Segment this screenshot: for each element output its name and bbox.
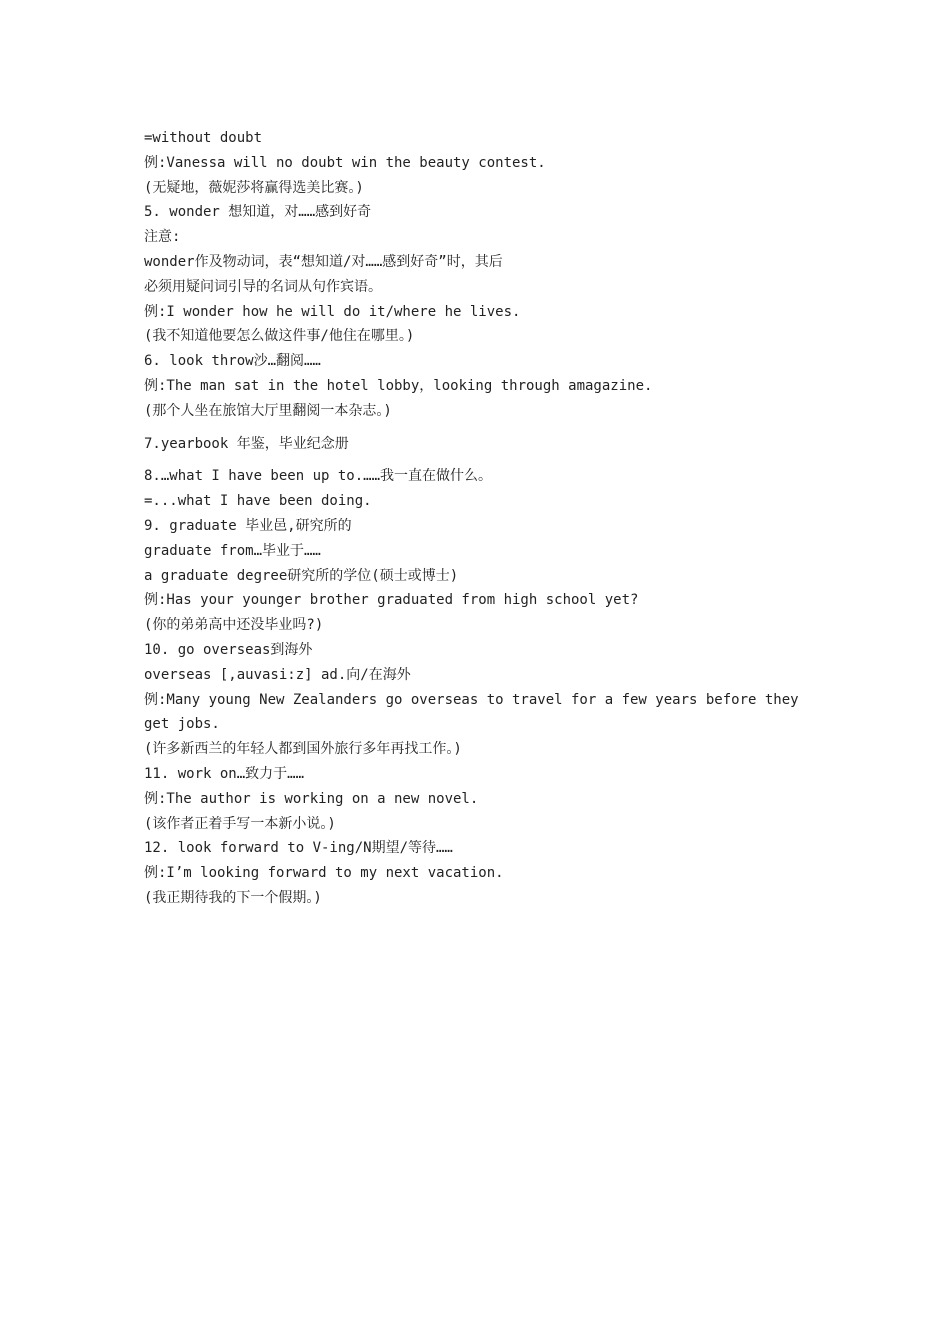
- heading-item-11: 11. work on…致力于……: [144, 765, 305, 782]
- text-line: overseas [,auvasi:z] ad.向/在海外: [144, 666, 411, 683]
- text-line: wonder作及物动词，表“想知道/对……感到好奇”时，其后: [144, 253, 503, 270]
- translation-line: (我正期待我的下一个假期。): [144, 889, 322, 906]
- heading-item-9: 9. graduate 毕业邑,研究所的: [144, 517, 352, 534]
- example-line: 例:I wonder how he will do it/where he lives.: [144, 303, 521, 320]
- translation-line: (该作者正着手写一本新小说。): [144, 815, 336, 832]
- example-line: 例:Has your younger brother graduated from high school yet?: [144, 592, 639, 609]
- spacer: [144, 456, 844, 464]
- document-body: [144, 126, 844, 911]
- heading-item-7: 7.yearbook 年鉴，毕业纪念册: [144, 435, 349, 452]
- text-line: get jobs.: [144, 716, 220, 733]
- text-line: graduate from…毕业于……: [144, 542, 321, 559]
- text-line: =...what I have been doing.: [144, 493, 372, 510]
- heading-item-5: 5. wonder 想知道，对……感到好奇: [144, 204, 372, 221]
- example-line: 例:I’m looking forward to my next vacation.: [144, 865, 504, 882]
- translation-line: (许多新西兰的年轻人都到国外旅行多年再找工作。): [144, 741, 462, 758]
- heading-item-6: 6. look throw沙…翻阅……: [144, 353, 321, 370]
- translation-line: (无疑地，薇妮莎将赢得选美比赛。): [144, 179, 364, 196]
- note-label: 注意:: [144, 229, 181, 246]
- heading-item-12: 12. look forward to V-ing/N期望/等待……: [144, 840, 453, 857]
- heading-item-8: 8.…what I have been up to.……我一直在做什么。: [144, 468, 493, 485]
- spacer: [144, 424, 844, 432]
- heading-item-10: 10. go overseas到海外: [144, 641, 313, 658]
- text-line: =without doubt: [144, 130, 263, 146]
- translation-line: (那个人坐在旅馆大厅里翻阅一本杂志。): [144, 402, 392, 419]
- example-line: 例:Many young New Zealanders go overseas to travel for a few years before they: [144, 691, 799, 708]
- translation-line: (你的弟弟高中还没毕业吗?): [144, 617, 324, 634]
- translation-line: (我不知道他要怎么做这件事/他住在哪里。): [144, 328, 415, 345]
- example-line: 例:The author is working on a new novel.: [144, 790, 479, 807]
- example-line: 例:Vanessa will no doubt win the beauty contest.: [144, 154, 546, 171]
- text-line: a graduate degree研究所的学位(硕士或博士): [144, 567, 459, 584]
- text-line: 必须用疑问词引导的名词从句作宾语。: [144, 278, 382, 295]
- example-line: 例:The man sat in the hotel lobby，looking through amagazine.: [144, 377, 653, 394]
